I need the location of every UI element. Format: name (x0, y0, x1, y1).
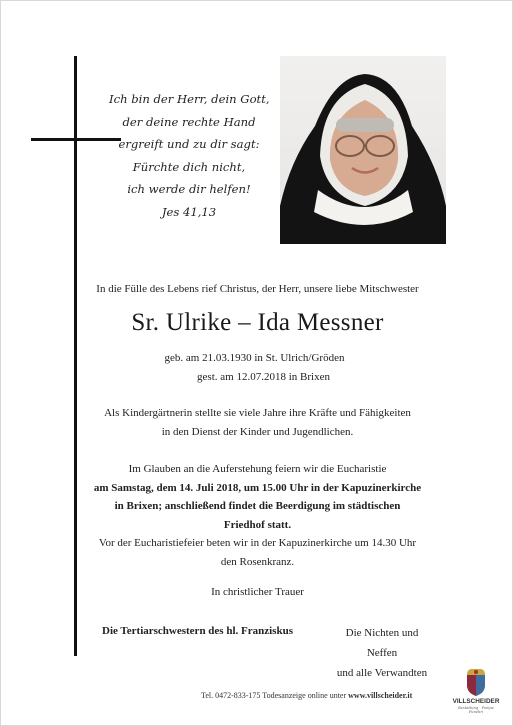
verse-line: ergreift und zu dir sagt: (118, 137, 260, 151)
signature-line: Die Nichten und Neffen (345, 627, 419, 659)
signature-relatives (334, 623, 430, 683)
service-line: Vor der Eucharistiefeier beten wir in der Kapuzinerkirche um 14.30 Uhr (98, 537, 417, 549)
life-line: in den Dienst der Kinder und Jugendlichen. (161, 425, 354, 438)
cross-horizontal-bar (31, 138, 121, 141)
verse-line: Fürchte dich nicht, (132, 159, 246, 174)
service-details (1, 460, 513, 571)
verse-reference: Jes 41,13 (161, 204, 217, 219)
verse-line: Ich bin der Herr, dein Gott, (109, 92, 270, 106)
logo-emblem-icon (452, 666, 500, 698)
service-line-bold: am Samstag, dem 14. Juli 2018, um 15.00 Uhr in der Kapuzinerkirche (93, 481, 422, 494)
verse-line: ich werde dir helfen! (127, 182, 251, 196)
intro-text: In die Fülle des Lebens rief Christus, der Herr, unsere liebe Mitschwester (96, 283, 419, 295)
logo-brand-name: VILLSCHEIDER (452, 698, 500, 705)
death-date: gest. am 12.07.2018 in Brixen (197, 370, 330, 383)
footer-text: Tel. 0472-833-175 Todesanzeige online unter (201, 691, 349, 700)
life-dates (1, 349, 513, 386)
villscheider-logo (452, 666, 500, 714)
footer-website-link[interactable]: www.villscheider.it (348, 691, 413, 700)
deceased-name: Sr. Ulrike – Ida Messner (131, 309, 384, 336)
mourning-phrase: In christlicher Trauer (211, 586, 304, 598)
portrait-photo (280, 56, 446, 244)
logo-tagline: Bestattung · Pompe Funebri (458, 706, 494, 714)
life-description (1, 404, 513, 441)
signature-tertiary-sisters: Die Tertiarschwestern des hl. Franziskus (102, 625, 293, 637)
signature-line: und alle Verwandten (336, 667, 428, 679)
birth-date: geb. am 21.03.1930 in St. Ulrich/Gröden (164, 352, 345, 364)
service-line-bold: in Brixen; anschließend findet die Beerdigung im städtischen (114, 500, 401, 512)
life-line: Als Kindergärtnerin stellte sie viele Jahre ihre Kräfte und Fähigkeiten (104, 407, 411, 419)
nun-portrait-image (280, 56, 446, 244)
footer-contact (201, 691, 412, 700)
service-line: Im Glauben an die Auferstehung feiern wir die Eucharistie (128, 463, 387, 475)
bible-verse (109, 88, 269, 223)
verse-line: der deine rechte Hand (122, 114, 256, 129)
service-line: den Rosenkranz. (220, 555, 295, 568)
service-line-bold: Friedhof statt. (223, 518, 292, 531)
